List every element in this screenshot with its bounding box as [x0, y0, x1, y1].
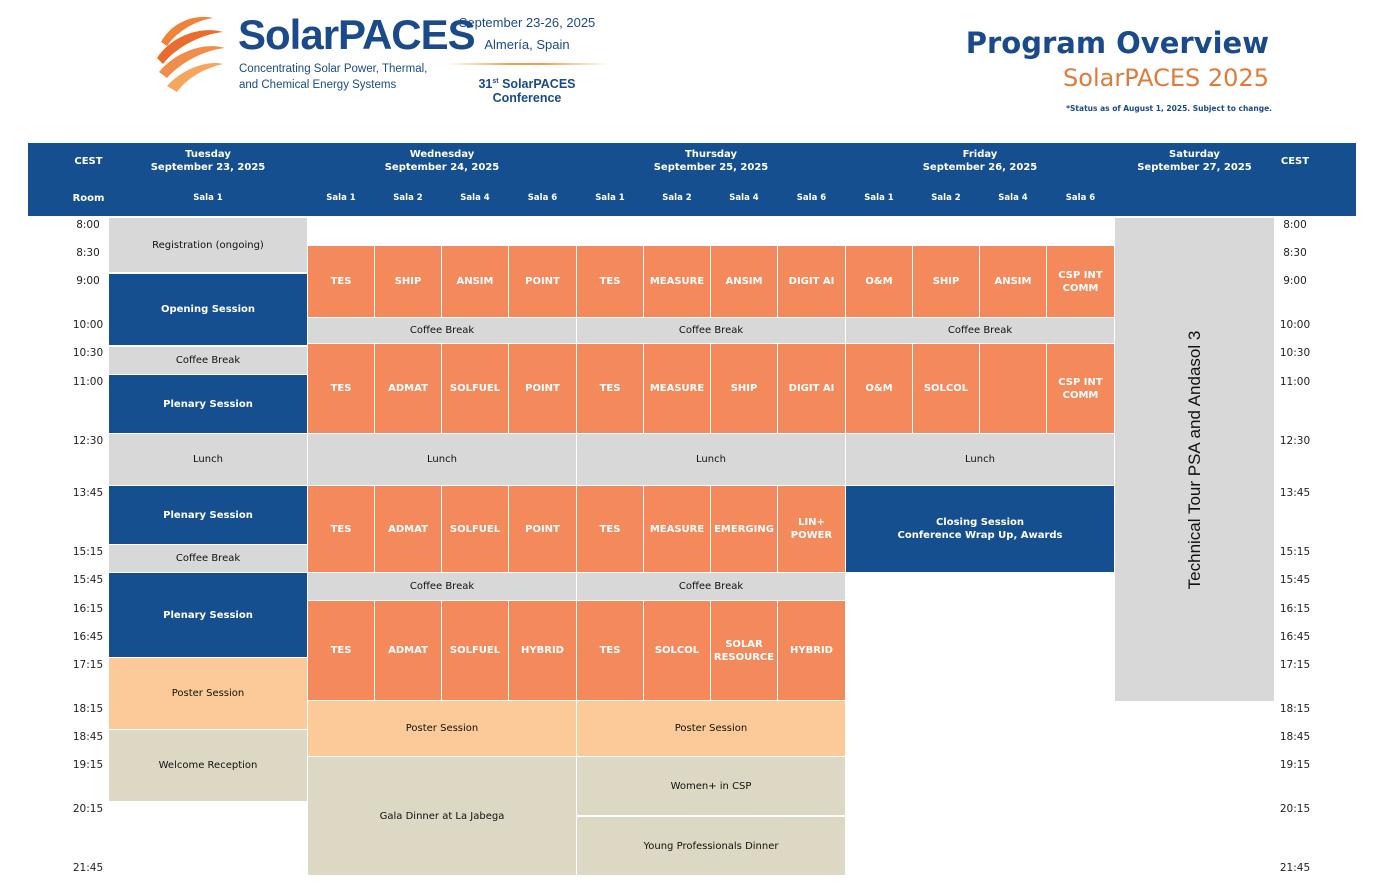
time-label-right: 11:00: [1279, 376, 1311, 388]
solarpaces-swirl-logo-icon: [153, 12, 235, 98]
tue-lunch: Lunch: [109, 434, 307, 485]
wed-b1-sala6: POINT: [509, 246, 577, 317]
wed-b2-sala4: SOLFUEL: [442, 344, 509, 433]
time-label-right: 12:30: [1279, 435, 1311, 447]
wed-b4-sala2: ADMAT: [375, 601, 442, 700]
day-header-friday: Friday September 26, 2025: [846, 143, 1114, 179]
conference-title: [446, 77, 608, 105]
time-label-left: 16:15: [72, 603, 104, 615]
room-thu-6: Sala 6: [778, 180, 845, 216]
time-label-left: 20:15: [72, 803, 104, 815]
logo-name: SolarPACES: [238, 11, 475, 58]
fri-b2-sala2: SOLCOL: [913, 344, 980, 433]
time-label-right: 18:45: [1279, 731, 1311, 743]
time-label-right: 15:15: [1279, 546, 1311, 558]
time-label-right: 16:45: [1279, 631, 1311, 643]
tue-plenary-session-2: Plenary Session: [109, 486, 307, 544]
solarpaces-logo: [153, 12, 235, 98]
thu-coffee-break-1: Coffee Break: [577, 318, 845, 343]
time-label-right: 15:45: [1279, 574, 1311, 586]
time-label-left: 19:15: [72, 759, 104, 771]
tue-plenary-session-1: Plenary Session: [109, 375, 307, 433]
thu-b4-sala1: TES: [577, 601, 644, 700]
tue-coffee-break-1: Coffee Break: [109, 347, 307, 374]
tue-plenary-session-3: Plenary Session: [109, 573, 307, 657]
conference-location: Almería, Spain: [484, 37, 570, 52]
time-label-right: 20:15: [1279, 803, 1311, 815]
time-label-right: 21:45: [1279, 862, 1311, 874]
time-label-right: 9:00: [1283, 275, 1307, 287]
time-label-left: 10:00: [72, 319, 104, 331]
room-thu-1: Sala 1: [577, 180, 643, 216]
wed-b1-sala2: SHIP: [375, 246, 442, 317]
time-label-left: 12:30: [72, 435, 104, 447]
wed-b1-sala1: TES: [308, 246, 375, 317]
thu-b1-sala6: DIGIT AI: [778, 246, 846, 317]
program-subtitle: SolarPACES 2025: [1063, 64, 1269, 92]
time-label-right: 10:00: [1279, 319, 1311, 331]
fri-b1-sala1: O&M: [846, 246, 913, 317]
conference-dates: September 23-26, 2025: [458, 15, 596, 30]
wed-gala-dinner: Gala Dinner at La Jabega: [308, 757, 576, 875]
wed-coffee-break-2: Coffee Break: [308, 573, 576, 600]
room-thu-4: Sala 4: [711, 180, 777, 216]
time-label-right: 18:15: [1279, 703, 1311, 715]
tue-coffee-break-2: Coffee Break: [109, 545, 307, 572]
time-label-right: 16:15: [1279, 603, 1311, 615]
fri-b2-sala4: [980, 344, 1047, 433]
room-wed-4: Sala 4: [442, 180, 508, 216]
thu-b2-sala2: MEASURE: [644, 344, 711, 433]
time-label-left: 9:00: [76, 275, 100, 287]
fri-b1-sala4: ANSIM: [980, 246, 1047, 317]
thu-coffee-break-2: Coffee Break: [577, 573, 845, 600]
time-label-right: 13:45: [1279, 487, 1311, 499]
wed-b2-sala2: ADMAT: [375, 344, 442, 433]
thu-b3-sala1: TES: [577, 486, 644, 572]
time-label-left: 15:15: [72, 546, 104, 558]
time-label-left: 13:45: [72, 487, 104, 499]
thu-b3-sala2: MEASURE: [644, 486, 711, 572]
wed-coffee-break-1: Coffee Break: [308, 318, 576, 343]
tue-poster-session: Poster Session: [109, 658, 307, 729]
room-fri-6: Sala 6: [1047, 180, 1114, 216]
thu-b4-sala2: SOLCOL: [644, 601, 711, 700]
wed-b4-sala6: HYBRID: [509, 601, 577, 700]
fri-coffee-break-1: Coffee Break: [846, 318, 1114, 343]
conference-number: 31: [478, 77, 493, 91]
fri-closing-session: Closing Session Conference Wrap Up, Awards: [846, 486, 1114, 572]
room-fri-4: Sala 4: [980, 180, 1046, 216]
fri-b2-sala6: CSP INT COMM: [1047, 344, 1115, 433]
tue-registration: Registration (ongoing): [109, 218, 307, 272]
time-label-left: 18:15: [72, 703, 104, 715]
time-label-left: 8:00: [76, 219, 100, 231]
thu-poster-session: Poster Session: [577, 701, 845, 756]
room-wed-1: Sala 1: [308, 180, 374, 216]
status-note: *Status as of August 1, 2025. Subject to change.: [1066, 104, 1272, 113]
time-label-left: 17:15: [72, 659, 104, 671]
time-label-left: 11:00: [72, 376, 104, 388]
time-label-right: 10:30: [1279, 347, 1311, 359]
header-blank-left: [28, 143, 68, 179]
sat-technical-tour: [1115, 218, 1274, 701]
thu-women-in-csp: Women+ in CSP: [577, 757, 845, 815]
time-label-right: 8:00: [1283, 219, 1307, 231]
thu-b2-sala4: SHIP: [711, 344, 778, 433]
room-thu-2: Sala 2: [644, 180, 710, 216]
day-header-tuesday: Tuesday September 23, 2025: [109, 143, 307, 179]
thu-lunch: Lunch: [577, 434, 845, 485]
fri-b1-sala2: SHIP: [913, 246, 980, 317]
header-cest-right: CEST: [1275, 143, 1315, 179]
room-sat: [1115, 180, 1274, 216]
time-label-right: 19:15: [1279, 759, 1311, 771]
wed-b4-sala4: SOLFUEL: [442, 601, 509, 700]
fri-b2-sala1: O&M: [846, 344, 913, 433]
header-blank-left-room: [28, 180, 68, 216]
wed-b3-sala2: ADMAT: [375, 486, 442, 572]
thu-b4-sala4: SOLAR RESOURCE: [711, 601, 778, 700]
wed-poster-session: Poster Session: [308, 701, 576, 756]
thu-b3-sala6: LIN+ POWER: [778, 486, 846, 572]
header-room-label: Room: [69, 180, 108, 216]
time-label-left: 10:30: [72, 347, 104, 359]
wed-b1-sala4: ANSIM: [442, 246, 509, 317]
room-fri-1: Sala 1: [846, 180, 912, 216]
time-label-left: 15:45: [72, 574, 104, 586]
sat-technical-tour-label: Technical Tour PSA and Andasol 3: [1184, 330, 1204, 589]
room-wed-2: Sala 2: [375, 180, 441, 216]
logo-tagline-line1: Concentrating Solar Power, Thermal,: [239, 63, 428, 75]
time-label-left: 8:30: [76, 247, 100, 259]
thu-b1-sala2: MEASURE: [644, 246, 711, 317]
wed-b3-sala6: POINT: [509, 486, 577, 572]
thu-b1-sala1: TES: [577, 246, 644, 317]
time-label-left: 16:45: [72, 631, 104, 643]
day-header-wednesday: Wednesday September 24, 2025: [308, 143, 576, 179]
tue-opening-session: Opening Session: [109, 274, 307, 345]
thu-b3-sala4: EMERGING: [711, 486, 778, 572]
time-label-right: 17:15: [1279, 659, 1311, 671]
wed-lunch: Lunch: [308, 434, 576, 485]
room-right-blank: [1316, 180, 1356, 216]
fri-b1-sala6: CSP INT COMM: [1047, 246, 1115, 317]
room-wed-6: Sala 6: [509, 180, 576, 216]
room-tue-1: Sala 1: [109, 180, 307, 216]
room-cest-right-blank: [1275, 180, 1315, 216]
time-label-left: 21:45: [72, 862, 104, 874]
wed-b3-sala1: TES: [308, 486, 375, 572]
wed-b3-sala4: SOLFUEL: [442, 486, 509, 572]
thu-b2-sala1: TES: [577, 344, 644, 433]
conference-ordinal: st: [492, 77, 499, 85]
thu-young-professionals-dinner: Young Professionals Dinner: [577, 817, 845, 875]
wed-b2-sala1: TES: [308, 344, 375, 433]
header-cest-left: CEST: [69, 143, 108, 179]
header-blank-right: [1316, 143, 1356, 179]
conference-text: SolarPACES Conference: [492, 77, 576, 105]
tue-welcome-reception: Welcome Reception: [109, 730, 307, 801]
room-fri-2: Sala 2: [913, 180, 979, 216]
logo-tagline-line2: and Chemical Energy Systems: [239, 79, 397, 91]
header-divider-line: [446, 63, 608, 65]
day-header-thursday: Thursday September 25, 2025: [577, 143, 845, 179]
day-header-saturday: Saturday September 27, 2025: [1115, 143, 1274, 179]
time-label-left: 18:45: [72, 731, 104, 743]
time-label-right: 8:30: [1283, 247, 1307, 259]
fri-lunch: Lunch: [846, 434, 1114, 485]
thu-b1-sala4: ANSIM: [711, 246, 778, 317]
thu-b4-sala6: HYBRID: [778, 601, 846, 700]
thu-b2-sala6: DIGIT AI: [778, 344, 846, 433]
wed-b4-sala1: TES: [308, 601, 375, 700]
program-title: Program Overview: [965, 26, 1269, 60]
wed-b2-sala6: POINT: [509, 344, 577, 433]
